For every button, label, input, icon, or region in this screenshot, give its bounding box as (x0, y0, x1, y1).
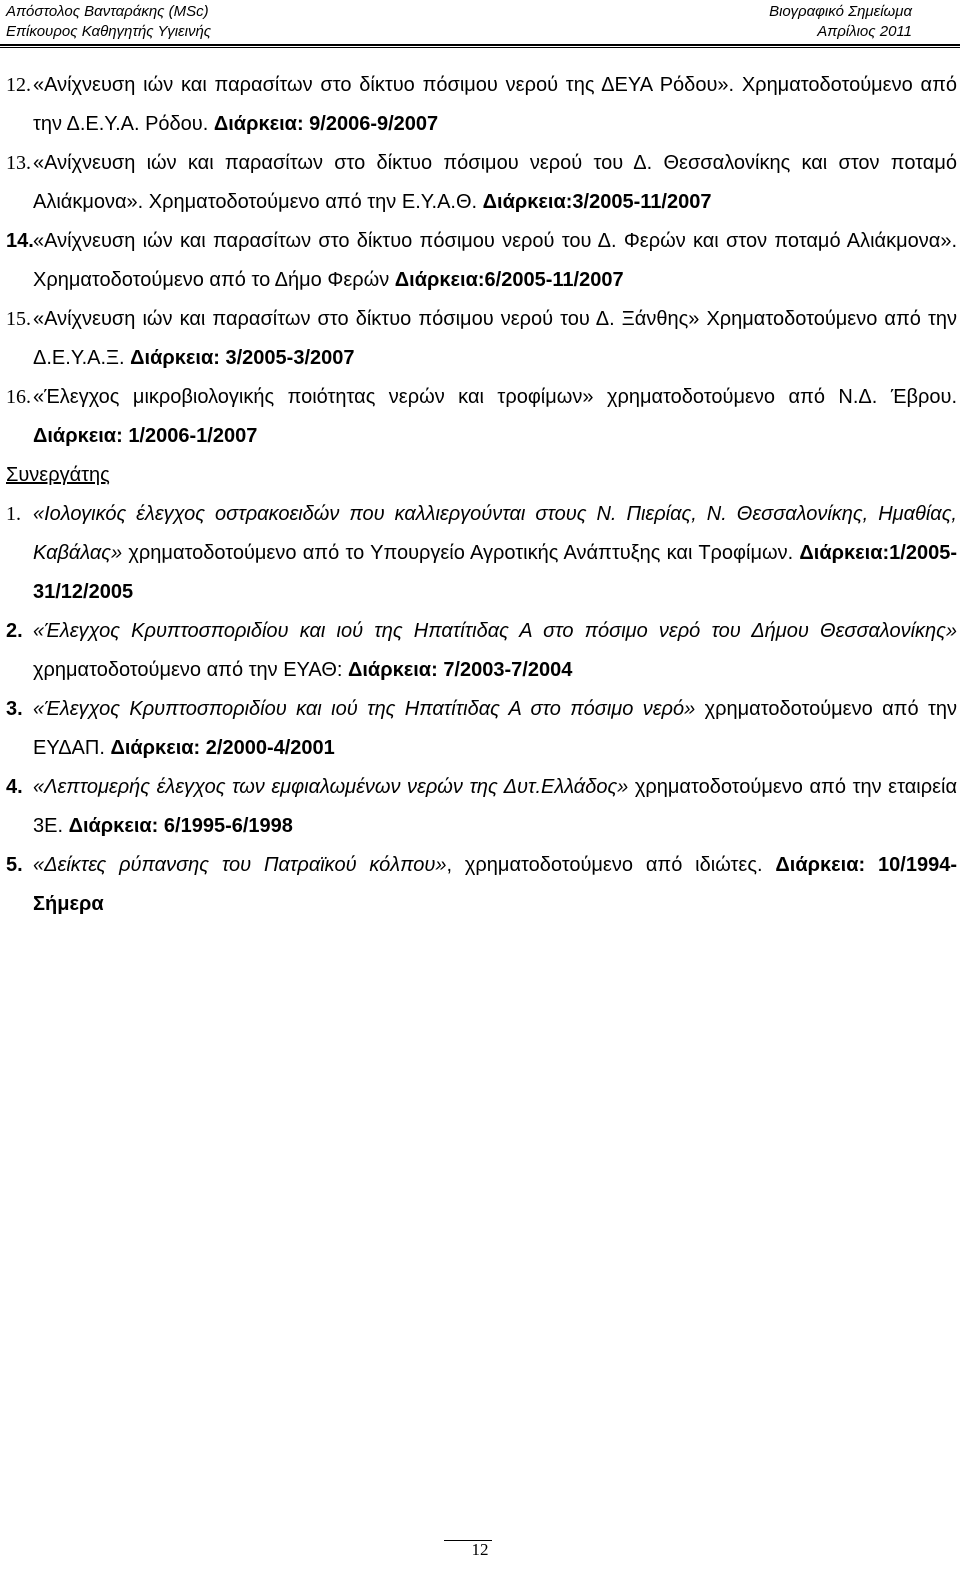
header-right (769, 2, 912, 42)
item-number: 13. (6, 152, 31, 174)
item-text: «Ανίχνευση ιών και παρασίτων στο δίκτυο πόσιμου νερού του Δ. Ξάνθης» Χρηματοδοτούμενο από την Δ.Ε.Υ.Α.Ξ. (33, 308, 957, 369)
item-title: «Δείκτες ρύπανσης του Πατραϊκού κόλπου» (33, 854, 447, 876)
item-duration: Διάρκεια: 7/2003-7/2004 (348, 659, 573, 681)
collaborator-item (0, 495, 957, 612)
item-number: 15. (6, 308, 31, 330)
item-number: 2. (6, 620, 23, 642)
collaborator-item (0, 768, 957, 846)
project-item (0, 378, 957, 456)
header-rule-thin (0, 47, 960, 48)
page-number: 12 (471, 1540, 489, 1559)
item-text: «Ανίχνευση ιών και παρασίτων στο δίκτυο πόσιμου νερού του Δ. Φερών και στον ποταμό Αλιάκμονα». Χρηματοδοτούμενο από το Δήμο Φερών (33, 230, 957, 291)
item-title: «Λεπτομερής έλεγχος των εμφιαλωμένων νερών της Δυτ.Ελλάδος» (33, 776, 629, 798)
item-text: χρηματοδοτούμενο από την εταιρεία 3Ε. (33, 776, 958, 837)
item-text: χρηματοδοτούμενο από την ΕΥΔΑΠ. (33, 698, 957, 759)
content (0, 66, 957, 924)
item-text: «Έλεγχος μικροβιολογικής ποιότητας νερών και τροφίμων» χρηματοδοτούμενο από Ν.Δ. Έβρου. (33, 386, 957, 408)
item-number: 14. (6, 230, 34, 252)
item-number: 4. (6, 776, 23, 798)
item-duration: Διάρκεια: 6/1995-6/1998 (68, 815, 293, 837)
item-text: «Ανίχνευση ιών και παρασίτων στο δίκτυο πόσιμου νερού της ΔΕΥΑ Ρόδου». Χρηματοδοτούμενο από την Δ.Ε.Υ.Α. Ρόδου. (33, 74, 957, 135)
item-duration: Διάρκεια: 1/2006-1/2007 (33, 425, 258, 447)
header-position: Επίκουρος Καθηγητής Υγιεινής (6, 23, 212, 40)
header-doc-title: Βιογραφικό Σημείωμα (769, 3, 912, 20)
item-duration: Διάρκεια: 3/2005-3/2007 (130, 347, 355, 369)
item-number: 5. (6, 854, 23, 876)
item-duration: Διάρκεια:6/2005-11/2007 (394, 269, 624, 291)
collaborator-item (0, 612, 957, 690)
item-duration: Διάρκεια: 2/2000-4/2001 (110, 737, 335, 759)
header-author: Απόστολος Βανταράκης (MSc) (6, 3, 209, 20)
collaborator-item (0, 846, 957, 924)
item-title: «Έλεγχος Κρυπτοσποριδίου και ιού της Ηπατίτιδας Α στο πόσιμο νερό του Δήμου Θεσσαλονίκης» (33, 620, 957, 642)
item-title: «Έλεγχος Κρυπτοσποριδίου και ιού της Ηπατίτιδας Α στο πόσιμο νερό» (33, 698, 696, 720)
item-duration: Διάρκεια: 9/2006-9/2007 (213, 113, 439, 135)
item-duration: Διάρκεια:3/2005-11/2007 (482, 191, 712, 213)
item-text: χρηματοδοτούμενο από το Υπουργείο Αγροτικής Ανάπτυξης και Τροφίμων. (122, 542, 800, 564)
header-rule (0, 44, 960, 46)
project-item (0, 300, 957, 378)
item-text: χρηματοδοτούμενο από την ΕΥΑΘ: (33, 659, 348, 681)
item-number: 3. (6, 698, 23, 720)
project-item (0, 222, 957, 300)
project-item (0, 144, 957, 222)
header-date: Απρίλιος 2011 (817, 23, 912, 40)
item-number: 12. (6, 74, 31, 96)
project-item (0, 66, 957, 144)
item-duration: Διάρκεια: 10/1994-Σήμερα (33, 854, 957, 915)
item-title: «Ιολογικός έλεγχος οστρακοειδών που καλλιεργούνται στους Ν. Πιερίας, Ν. Θεσσαλονίκης, Ημαθίας, Καβάλας» (33, 503, 957, 564)
item-text: «Ανίχνευση ιών και παρασίτων στο δίκτυο πόσιμου νερού του Δ. Θεσσαλονίκης και στον ποταμό Αλιάκμονα». Χρηματοδοτούμενο από την Ε.Υ.Α.Θ. (33, 152, 957, 213)
collaborator-item (0, 690, 957, 768)
item-text: , χρηματοδοτούμενο από ιδιώτες. (446, 854, 776, 876)
section-heading: Συνεργάτης (6, 464, 110, 486)
item-number: 1. (6, 503, 21, 525)
item-number: 16. (6, 386, 31, 408)
item-duration: Διάρκεια:1/2005-31/12/2005 (33, 542, 957, 603)
header-left (6, 2, 211, 42)
